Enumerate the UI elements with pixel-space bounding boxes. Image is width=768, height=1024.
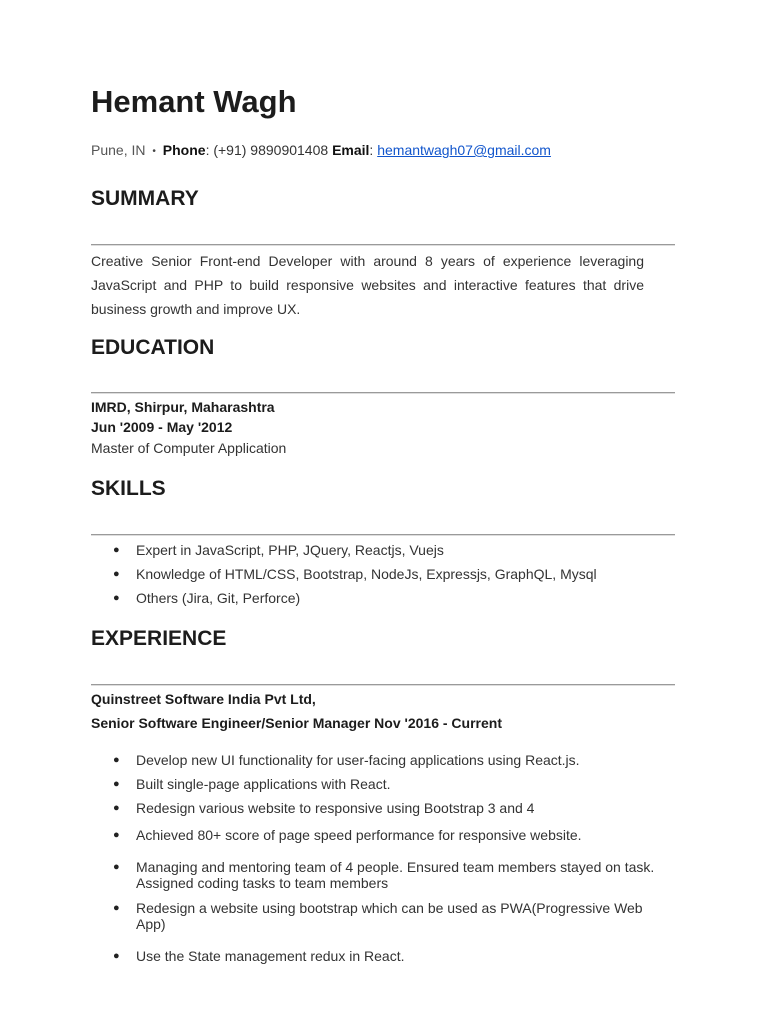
summary-text: Creative Senior Front-end Developer with around 8 years of experience leveraging JavaScript and PHP to build responsive websites and interactive features that drive business growth and improve UX. <box>91 253 644 317</box>
bullet-icon: ● <box>113 592 120 604</box>
experience-divider <box>91 684 675 686</box>
contact-line <box>91 142 551 158</box>
experience-text: Redesign a website using bootstrap which can be used as PWA(Progressive Web App) <box>136 900 643 932</box>
bullet-icon: ● <box>113 829 120 841</box>
bullet-icon: ● <box>113 778 120 790</box>
bullet-icon: ● <box>113 544 120 556</box>
email-colon: : <box>369 142 378 158</box>
list-item <box>113 542 656 558</box>
skill-text: Others (Jira, Git, Perforce) <box>136 590 301 606</box>
experience-text: Redesign various website to responsive using Bootstrap 3 and 4 <box>136 800 535 816</box>
bullet-icon: ● <box>113 568 120 580</box>
phone-label: Phone <box>162 142 206 158</box>
list-item <box>113 800 656 816</box>
list-item <box>113 590 656 606</box>
experience-heading: EXPERIENCE <box>91 627 227 650</box>
experience-text: Managing and mentoring team of 4 people. Ensured team members stayed on task. Assigned coding tasks to team members <box>136 859 655 891</box>
list-item <box>113 776 656 792</box>
education-institution: IMRD, Shirpur, Maharashtra <box>91 399 275 415</box>
skill-text: Knowledge of HTML/CSS, Bootstrap, NodeJs, Expressjs, GraphQL, Mysql <box>136 566 597 582</box>
list-item <box>113 900 661 932</box>
summary-divider <box>91 244 675 246</box>
education-degree: Master of Computer Application <box>91 440 287 456</box>
skill-text: Expert in JavaScript, PHP, JQuery, Reactjs, Vuejs <box>136 542 444 558</box>
separator-dot: • <box>152 146 156 157</box>
phone-value: : (+91) 9890901408 <box>205 142 333 158</box>
list-item <box>113 948 656 964</box>
bullet-icon: ● <box>113 861 120 873</box>
list-item <box>113 859 661 891</box>
bullet-icon: ● <box>113 754 120 766</box>
location-text: Pune, IN <box>91 142 146 158</box>
bullet-icon: ● <box>113 802 120 814</box>
email-link[interactable]: hemantwagh07@gmail.com <box>377 142 551 158</box>
list-item <box>113 827 656 843</box>
email-label: Email <box>332 142 370 158</box>
list-item <box>113 566 656 582</box>
education-heading: EDUCATION <box>91 336 215 359</box>
skills-divider <box>91 534 675 536</box>
experience-text: Built single-page applications with React. <box>136 776 391 792</box>
experience-text: Achieved 80+ score of page speed performance for responsive website. <box>136 827 582 843</box>
experience-text: Use the State management redux in React. <box>136 948 405 964</box>
experience-role: Senior Software Engineer/Senior Manager Nov '2016 - Current <box>91 715 502 731</box>
bullet-icon: ● <box>113 902 120 914</box>
summary-heading: SUMMARY <box>91 187 199 210</box>
education-dates: Jun '2009 - May '2012 <box>91 419 233 435</box>
skills-heading: SKILLS <box>91 477 166 500</box>
experience-company: Quinstreet Software India Pvt Ltd, <box>91 691 316 707</box>
education-divider <box>91 392 675 394</box>
list-item <box>113 752 656 768</box>
candidate-name: Hemant Wagh <box>91 84 297 119</box>
bullet-icon: ● <box>113 950 120 962</box>
experience-text: Develop new UI functionality for user-facing applications using React.js. <box>136 752 580 768</box>
